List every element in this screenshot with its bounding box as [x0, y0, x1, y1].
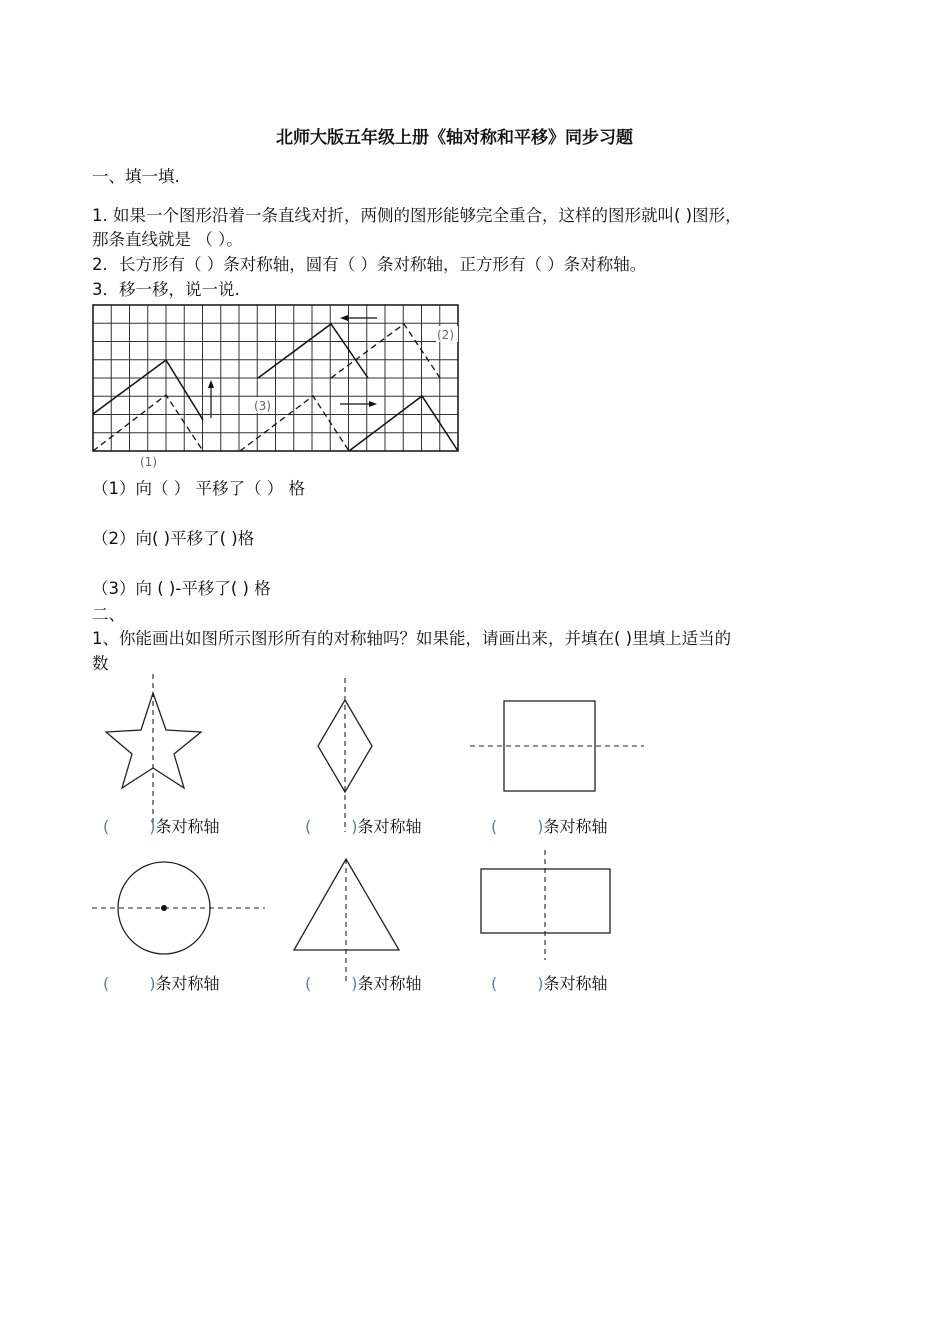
page-title: 北师大版五年级上册《轴对称和平移》同步习题 [276, 128, 633, 148]
caption-open: ( [491, 817, 498, 836]
section2-question-1-line1: 1、你能画出如图所示图形所有的对称轴吗？如果能，请画出来，并填在( )里填上适当的 [92, 629, 732, 648]
caption-text: 条对称轴 [543, 974, 608, 993]
caption-close: ) [351, 974, 358, 993]
answer-2: （2）向( )平移了( )格 [92, 529, 255, 548]
caption-text: 条对称轴 [357, 817, 422, 836]
caption-text: 条对称轴 [155, 974, 220, 993]
caption-close: ) [537, 974, 544, 993]
caption-text: 条对称轴 [357, 974, 422, 993]
caption-text: 条对称轴 [543, 817, 608, 836]
caption-close: ) [149, 817, 156, 836]
caption-close: ) [537, 817, 544, 836]
question-1-line1: 1. 如果一个图形沿着一条直线对折，两侧的图形能够完全重合，这样的图形就叫( )图形， [92, 206, 742, 225]
question-2: 2．长方形有（ ）条对称轴，圆有（ ）条对称轴，正方形有（ ）条对称轴。 [92, 255, 647, 274]
caption-text: 条对称轴 [155, 817, 220, 836]
caption-close: ) [351, 817, 358, 836]
caption-open: ( [305, 817, 312, 836]
section1-heading: 一、填一填. [92, 167, 180, 186]
question-1-line2: 那条直线就是 （ ）。 [92, 230, 243, 249]
caption-open: ( [305, 974, 312, 993]
caption-rhombus [305, 814, 422, 837]
caption-square [491, 814, 608, 837]
caption-circle [103, 971, 220, 994]
answer-1: （1）向（ ） 平移了（ ） 格 [92, 479, 305, 498]
grid-label-2: (2) [437, 328, 454, 342]
caption-open: ( [103, 817, 110, 836]
caption-triangle [305, 971, 422, 994]
caption-open: ( [491, 974, 498, 993]
answer-3: （3）向 ( )-平移了( ) 格 [92, 579, 271, 598]
question-3: 3．移一移，说一说. [92, 280, 240, 299]
caption-star [103, 814, 220, 837]
section2-heading: 二、 [92, 605, 125, 624]
grid-label-3: (3) [254, 399, 271, 413]
grid-label-1: (1) [140, 455, 157, 469]
caption-rectangle [491, 971, 608, 994]
caption-open: ( [103, 974, 110, 993]
caption-close: ) [149, 974, 156, 993]
section2-question-1-line2: 数 [92, 654, 109, 673]
